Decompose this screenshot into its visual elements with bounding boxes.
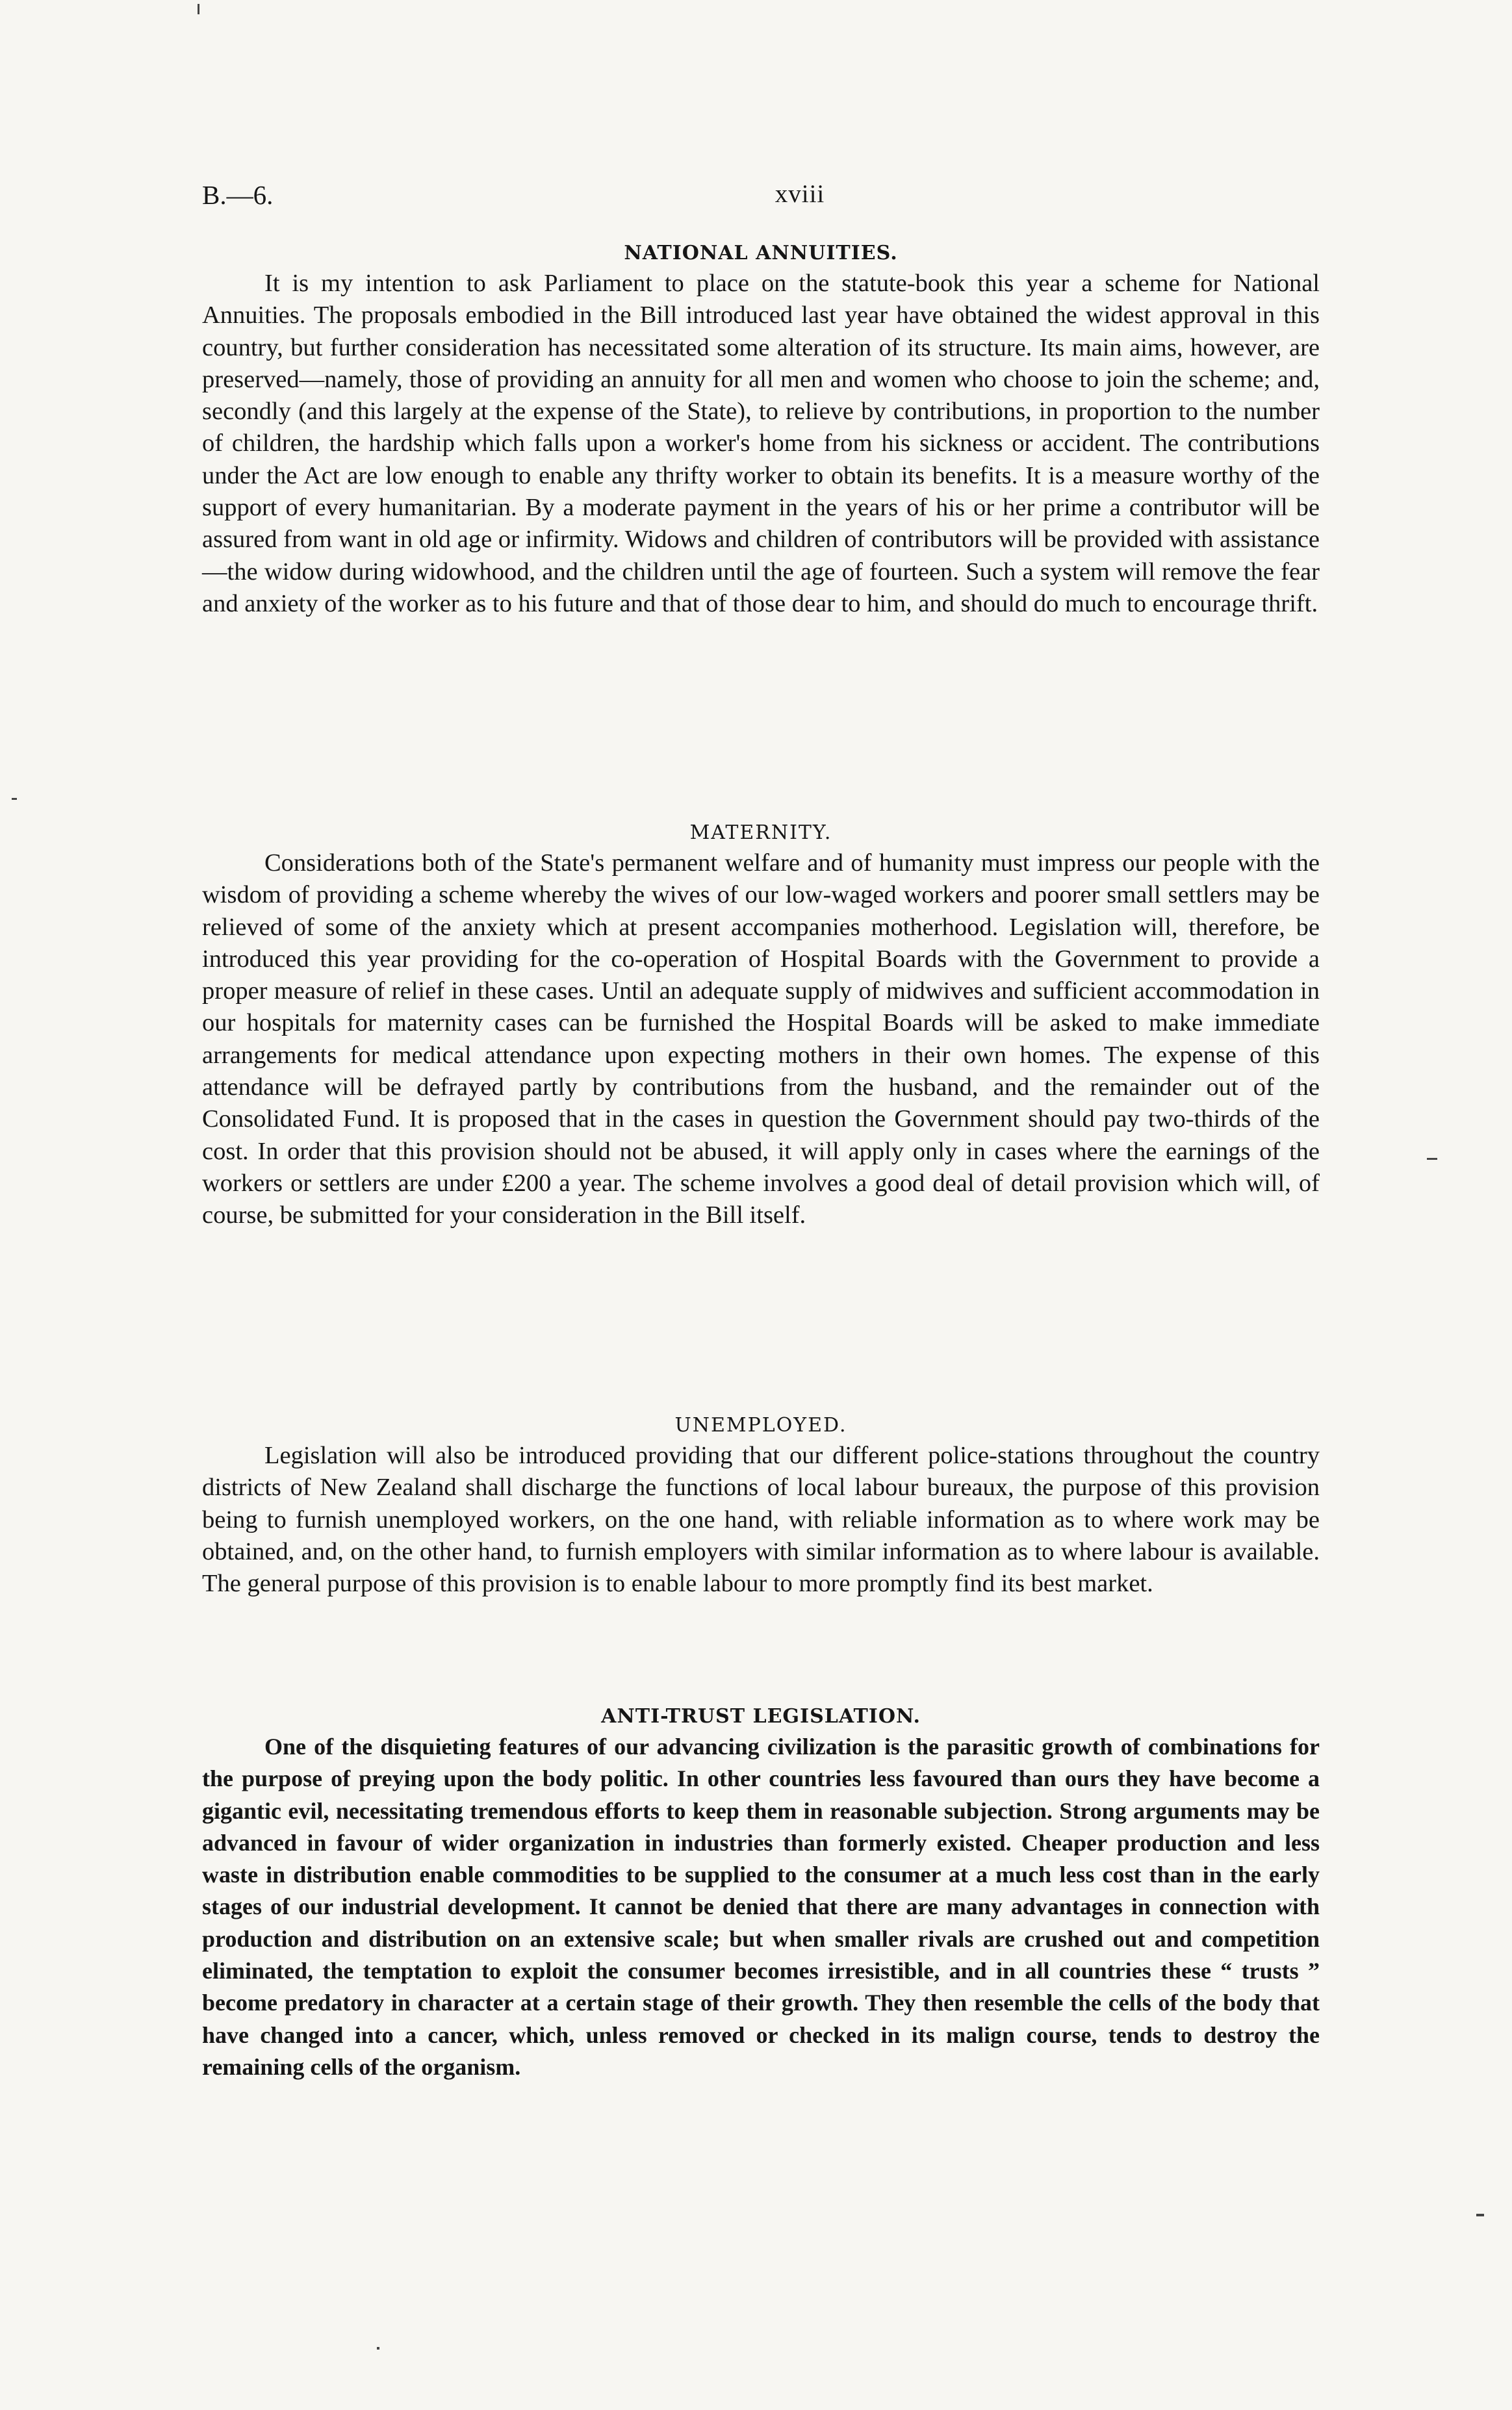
- section-paragraph: It is my intention to ask Parliament to place on the statute-book this year a scheme for National Annuities. The proposals embodied in the Bill introduced last year have obtained the widest approval in this country, but further consideration has necessitated some alteration of its structure. Its main aims, however, are preserved—namely, those of providing an annuity for all men and women who choose to join the scheme; and, secondly (and this largely at the expense of the State), to relieve by contributions, in proportion to the number of children, the hardship which falls upon a worker's home from his sickness or accident. The contributions under the Act are low enough to enable any thrifty worker to obtain its benefits. It is a measure worthy of the support of every humanitarian. By a moderate payment in the years of his or her prime a contributor will be assured from want in old age or infirmity. Widows and children of contributors will be provided with assistance—the widow during widowhood, and the children until the age of fourteen. Such a system will remove the fear and anxiety of the worker as to his future and that of those dear to him, and should do much to encourage thrift.: [202, 270, 1320, 617]
- section-anti-trust-legislation: [202, 1702, 1320, 2083]
- section-paragraph: Legislation will also be introduced providing that our different police-stations throughout the country districts of New Zealand shall discharge the functions of local labour bureaux, the purpose of this provision being to furnish unemployed workers, on the one hand, with reliable information as to where work may be obtained, and, on the other hand, to furnish employers with similar information as to where labour is available. The general purpose of this provision is to enable labour to more promptly find its best market.: [202, 1442, 1320, 1598]
- scan-speck: [1427, 1158, 1437, 1160]
- section-heading: NATIONAL ANNUITIES.: [624, 242, 898, 264]
- section-heading: UNEMPLOYED.: [674, 1414, 847, 1437]
- section-heading: MATERNITY.: [689, 821, 832, 844]
- section-paragraph: Considerations both of the State's permanent welfare and of humanity must impress our people with the wisdom of providing a scheme whereby the wives of our low-waged workers and poorer small settlers may be relieved of some of the anxiety which at present accompanies motherhood. Legislation will, therefore, be introduced this year providing for the co-operation of Hospital Boards with the Government to provide a proper measure of relief in these cases. Until an adequate supply of midwives and sufficient accommodation in our hospitals for maternity cases can be furnished the Hospital Boards will be asked to make immediate arrangements for medical attendance upon expecting mothers in their own homes. The expense of this attendance will be defrayed partly by contributions from the husband, and the remainder out of the Consolidated Fund. It is proposed that in the cases in question the Government should pay two-thirds of the cost. In order that this provision should not be abused, it will apply only in cases where the earnings of the workers or settlers are under £200 a year. The scheme involves a good deal of detail provision which will, of course, be submitted for your consideration in the Bill itself.: [202, 849, 1320, 1229]
- scan-speck: [198, 4, 199, 14]
- section-heading: ANTI-TRUST LEGISLATION.: [601, 1705, 921, 1728]
- scan-speck: [1476, 2214, 1484, 2216]
- document-reference: B.—6.: [202, 180, 274, 210]
- section-paragraph: One of the disquieting features of our advancing civilization is the parasitic growth of combinations for the purpose of preying upon the body politic. In other countries less favoured than ours they have become a gigantic evil, necessitating tremendous efforts to keep them in reasonable subjection. Strong arguments may be advanced in favour of wider organization in industries than formerly existed. Cheaper production and less waste in distribution enable commodities to be supplied to the consumer at a much less cost than in the early stages of our industrial development. It cannot be denied that there are many advantages in connection with production and distribution on an extensive scale; but when smaller rivals are crushed out and competition eliminated, the temptation to exploit the consumer becomes irresistible, and in all countries these “ trusts ” become predatory in character at a certain stage of their growth. They then resemble the cells of the body that have changed into a cancer, which, unless removed or checked in its malign course, tends to destroy the remaining cells of the organism.: [202, 1734, 1320, 2080]
- section-national-annuities: [202, 239, 1320, 620]
- section-unemployed: [202, 1411, 1320, 1600]
- page-header: [202, 179, 1320, 212]
- section-maternity: [202, 819, 1320, 1232]
- scan-speck: [377, 2347, 379, 2350]
- page-number: xviii: [775, 180, 825, 208]
- scan-speck: [12, 798, 17, 800]
